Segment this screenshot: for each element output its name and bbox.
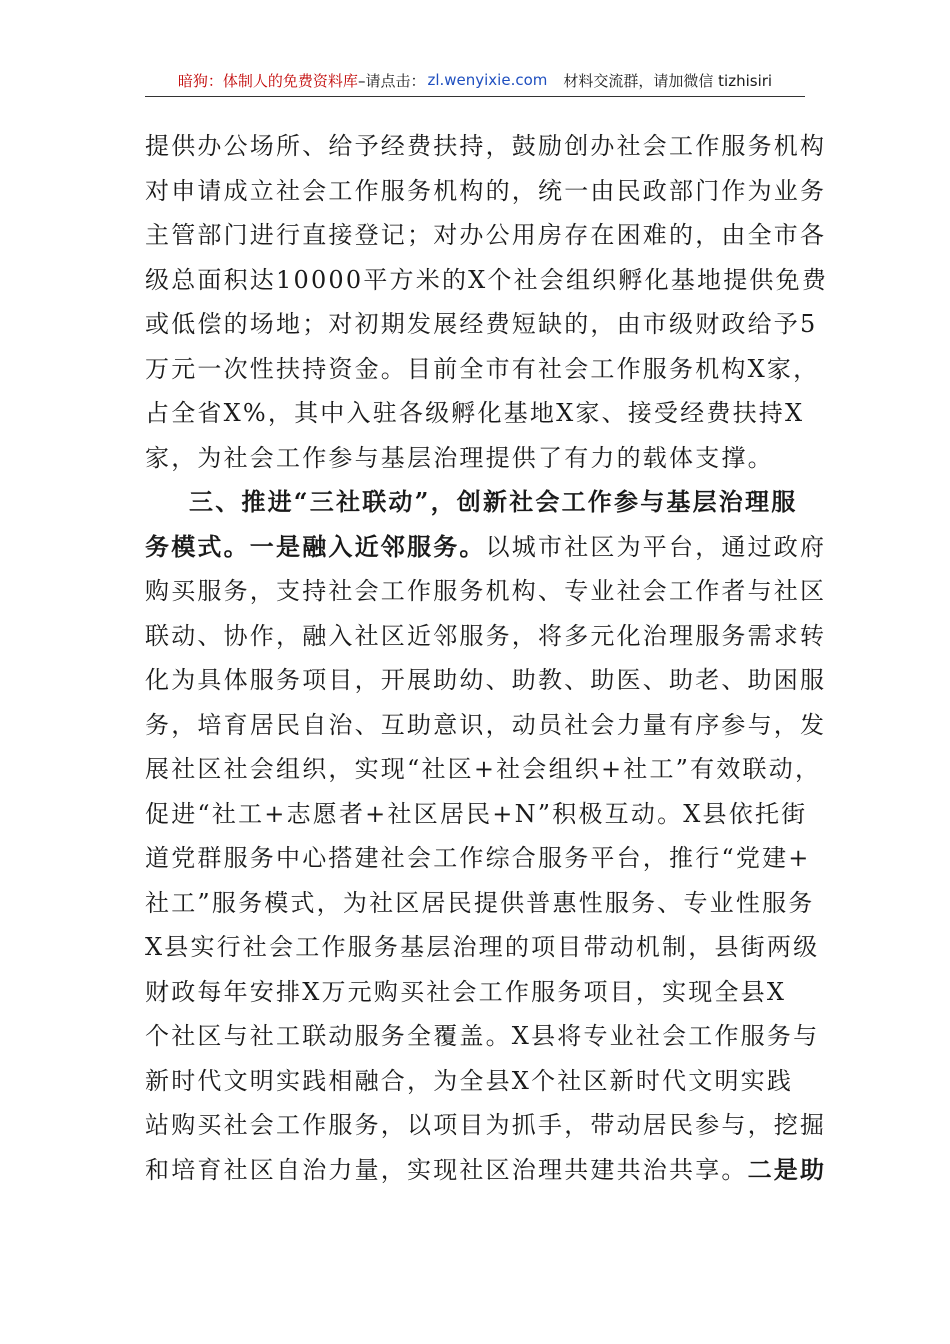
text-line: 站购买社会工作服务，以项目为抓手，带动居民参与，挖掘 xyxy=(145,1111,827,1139)
text-line: 新时代文明实践相融合，为全县X个社区新时代文明实践 xyxy=(145,1066,794,1095)
text-line: 家，为社会工作参与基层治理提供了有力的载体支撑。 xyxy=(145,443,774,472)
text-line: 购买服务，支持社会工作服务机构、专业社会工作者与社区 xyxy=(145,577,827,605)
text-line: 财政每年安排X万元购买社会工作服务项目，实现全县X xyxy=(145,977,787,1006)
subheading-start: 二是助 xyxy=(747,1154,827,1184)
text-run: 以城市社区为平台，通过政府 xyxy=(485,532,827,561)
text-line: 个社区与社工联动服务全覆盖。X县将专业社会工作服务与 xyxy=(145,1022,820,1050)
document-body xyxy=(145,124,829,1192)
text-line-mixed xyxy=(145,525,827,570)
text-line: 化为具体服务项目，开展助幼、助教、助医、助老、助困服 xyxy=(145,666,827,694)
page-header xyxy=(145,64,805,97)
heading-continuation: 务模式。一是融入近邻服务。 xyxy=(145,531,486,561)
text-line: 对申请成立社会工作服务机构的，统一由民政部门作为业务 xyxy=(145,176,827,205)
header-wechat-note: 材料交流群，请加微信 tizhisiri xyxy=(563,71,773,90)
text-line: 万元一次性扶持资金。目前全市有社会工作服务机构X家， xyxy=(145,354,820,383)
header-click-prompt: –请点击： xyxy=(357,71,426,90)
text-line: 占全省X%，其中入驻各级孵化基地X家、接受经费扶持X xyxy=(145,399,805,427)
text-line: 道党群服务中心搭建社会工作综合服务平台，推行“党建+ xyxy=(145,844,811,872)
text-line: 社工”服务模式，为社区居民提供普惠性服务、专业性服务 xyxy=(145,888,815,917)
text-line-mixed xyxy=(145,1148,827,1193)
section-heading: 三、推进“三社联动”，创新社会工作参与基层治理服 xyxy=(189,487,798,516)
text-line: X县实行社会工作服务基层治理的项目带动机制，县街两级 xyxy=(145,933,820,961)
text-line: 展社区社会组织，实现“社区+社会组织+社工”有效联动， xyxy=(145,755,822,783)
text-line: 促进“社工+志愿者+社区居民+N”积极互动。X县依托街 xyxy=(145,799,808,828)
text-line: 主管部门进行直接登记；对办公用房存在困难的，由全市各 xyxy=(145,221,827,249)
text-run: 和培育社区自治力量，实现社区治理共建共治共享。 xyxy=(145,1155,748,1184)
text-line: 提供办公场所、给予经费扶持，鼓励创办社会工作服务机构 xyxy=(145,132,827,160)
text-line: 或低偿的场地；对初期发展经费短缺的，由市级财政给予5 xyxy=(145,310,818,338)
text-line: 级总面积达10000平方米的X个社会组织孵化基地提供免费 xyxy=(145,265,829,294)
text-line: 务，培育居民自治、互助意识，动员社会力量有序参与，发 xyxy=(145,710,827,739)
header-site-name: 暗狗：体制人的免费资料库 xyxy=(177,71,358,90)
text-line: 联动、协作，融入社区近邻服务，将多元化治理服务需求转 xyxy=(145,621,827,650)
header-link[interactable]: zl.wenyixie.com xyxy=(427,71,548,89)
